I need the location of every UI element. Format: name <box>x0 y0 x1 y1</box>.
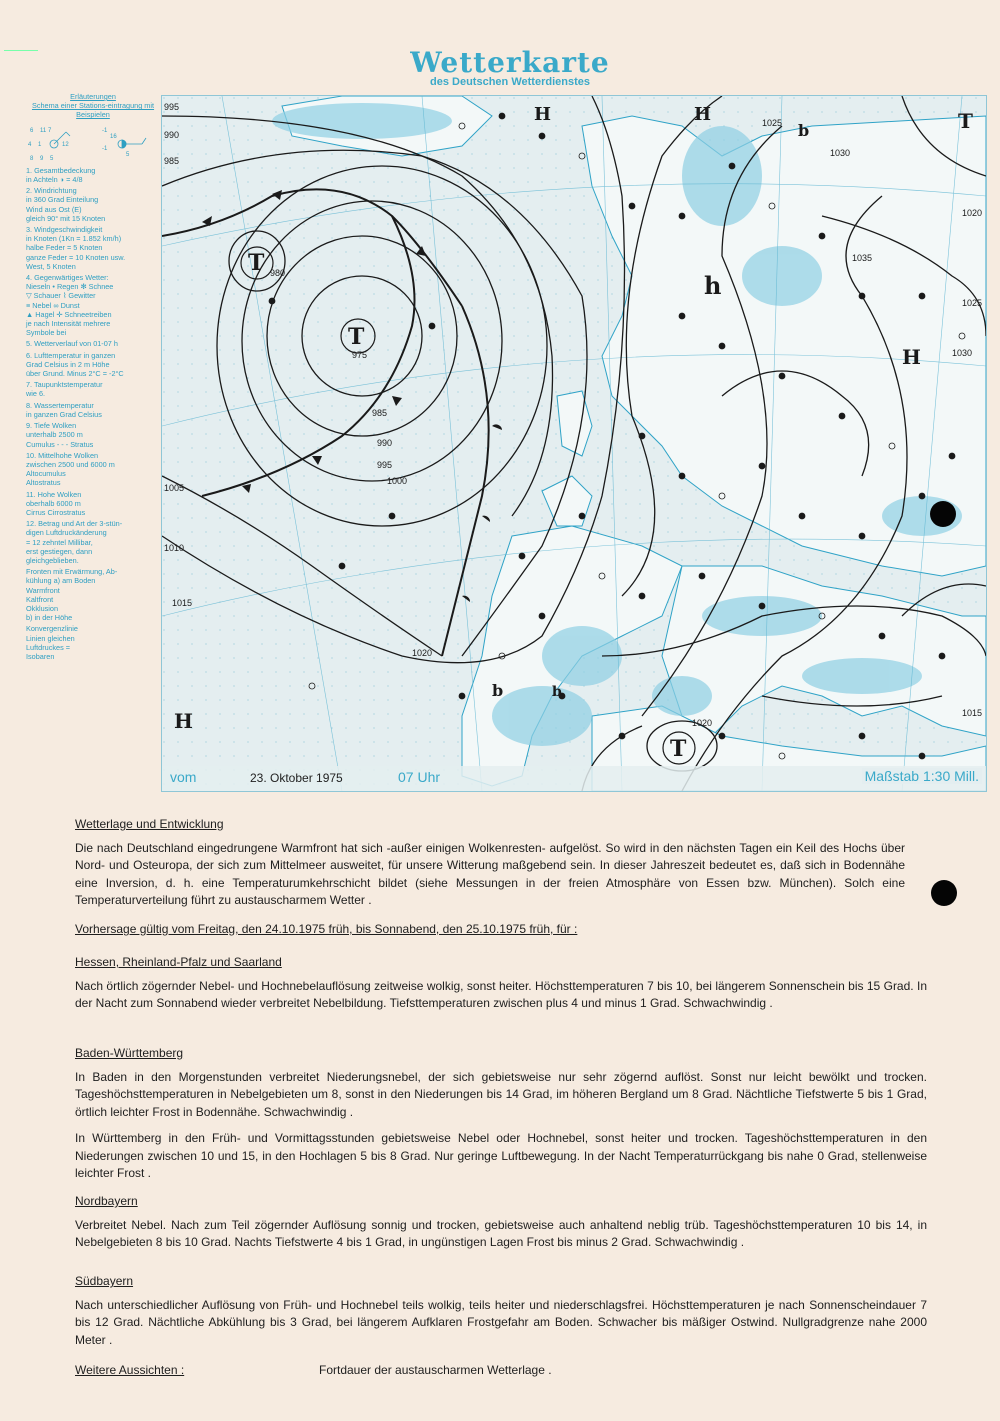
section-body: In Baden in den Morgenstunden verbreitet Niederungsnebel, der sich gebietsweise nur sehr zögernd auflöst. Sonst nur leicht bewölkt und trocken. Tageshöchsttemperaturen in Nebelgebieten um 8, sonst in den Niederungen bis 14 Grad, im höheren Bergland um 8 Grad. Nächtliche Tiefstwerte 5 bis 1 Grad, örtlich leichter Frost in Bodennähe. Schwachwindig . <box>75 1069 927 1119</box>
section-aussichten <box>75 1363 925 1377</box>
section-body: Verbreitet Nebel. Nach zum Teil zögernder Auflösung sonnig und trocken, gebietsweise auch anhaltend neblig trüb. Tageshöchsttemperaturen 10 bis 14, in Nebelgebieten 8 bis 10 Grad. Nachts Tiefstwerte 4 bis 1 Grad, in ungünstigen Lagen Frost bis minus 2 Grad. Schwachwindig . <box>75 1217 927 1249</box>
high-symbol: H <box>694 104 712 125</box>
section-vorhersage <box>75 921 927 939</box>
isobar-value: 995 <box>377 460 393 470</box>
legend-item: 11. Hohe Wolken oberhalb 6000 m Cirrus Cirrostratus <box>26 489 86 517</box>
synoptic-chart <box>162 96 986 791</box>
isobar-value: 1015 <box>172 598 193 608</box>
isobar-value: 1020 <box>412 648 433 658</box>
station-schema-icon <box>26 124 156 164</box>
legend-item: 7. Taupunktstemperatur wie 6. <box>26 380 103 399</box>
map-footer <box>162 765 986 791</box>
isobar-value: 1025 <box>762 118 783 128</box>
section-heading: Wetterlage und Entwicklung <box>75 817 224 831</box>
page-header <box>380 48 640 88</box>
page-subtitle: des Deutschen Wetterdienstes <box>430 76 590 88</box>
legend-item: 9. Tiefe Wolken unterhalb 2500 m Cumulus - - - Stratus <box>26 421 94 449</box>
legend-item: 6. Lufttemperatur in ganzen Grad Celsius in 2 m Höhe über Grund. Minus 2°C = -2°C <box>26 350 124 379</box>
svg-text:6: 6 <box>30 127 34 134</box>
page-title: Wetterkarte <box>410 46 610 79</box>
isobar-value: 1010 <box>164 543 185 553</box>
isobar-value: 990 <box>377 438 393 448</box>
section-body: Nach örtlich zögernder Nebel- und Hochnebelauflösung zeitweise wolkig, sonst heiter. Höchsttemperaturen 7 bis 10, bei längerem Sonnenschein bis 15 Grad. In der Nacht zum Sonnabend wieder verbreitet Nebelbildung. Tiefsttemperaturen zwischen plus 4 und minus 1 Grad. Schwachwindig . <box>75 978 927 1010</box>
isobar-value: 990 <box>164 130 180 140</box>
isobar-value: 995 <box>164 102 180 112</box>
legend-item: 2. Windrichtung in 360 Grad Einteilung Wind aus Ost (E) gleich 90° mit 15 Knoten <box>26 186 106 223</box>
low-symbol: T <box>248 250 265 276</box>
legend-item: 10. Mittelhohe Wolken zwischen 2500 und 6000 m Altocumulus Altostratus <box>26 450 115 488</box>
legend-item: 8. Wassertemperatur in ganzen Grad Celsius <box>26 400 102 419</box>
legend-item: 12. Betrag und Art der 3-stün- digen Luftdruckänderung = 12 zehntel Millibar, erst gestiegen, dann gleichgeblieben. <box>26 519 123 565</box>
svg-text:12: 12 <box>62 141 69 148</box>
isobar-value: 975 <box>352 350 368 360</box>
svg-text:9: 9 <box>40 155 44 162</box>
isobar-value: 1030 <box>830 148 851 158</box>
section-body: Fortdauer der austauscharmen Wetterlage . <box>319 1363 552 1377</box>
svg-text:-1: -1 <box>102 145 108 152</box>
low-symbol: T <box>958 109 973 133</box>
section-body: Die nach Deutschland eingedrungene Warmfront hat sich -außer einigen Wolkenresten- aufgelöst. So wird in den nächsten Tagen ein Keil des Hochs über Nord- und Osteuropa, der sich zum Mittelmeer ausweitet, für unsere Witterung maßgebend sein. In dieser Jahreszeit bedeutet es, daß sich in Bodennähe eine Inversion, d. h. eine Temperaturumkehrschicht bildet (siehe Messungen in der freien Atmosphäre von Essen bzw. München). Solch eine Temperaturverteilung führt zu austauscharmem Wetter . <box>75 840 905 907</box>
isobar-value: 1015 <box>962 708 983 718</box>
legend-item: Fronten mit Erwärmung, Ab- kühlung a) am Boden Warmfront Kaltfront Okklusion b) in der Höhe <box>26 567 118 623</box>
legend-item: 5. Wetterverlauf von 01-07 h <box>26 339 118 349</box>
section-hessen <box>75 954 927 1013</box>
isobar-value: 1025 <box>962 298 983 308</box>
svg-text:5: 5 <box>50 155 54 162</box>
isobar-value: 985 <box>164 156 180 166</box>
section-nordbayern <box>75 1193 927 1252</box>
section-heading: Baden-Württemberg <box>75 1046 184 1060</box>
legend-item: 3. Windgeschwindigkeit in Knoten (1Kn = 1.852 km/h) halbe Feder = 5 Knoten ganze Feder = 10 Knoten usw. West, 5 Knoten <box>26 225 126 271</box>
punch-hole <box>930 501 956 527</box>
map-date: 23. Oktober 1975 <box>250 771 343 785</box>
section-body: In Württemberg in den Früh- und Vormittagsstunden gebietsweise Nebel oder Hochnebel, sonst heiter und trocken. Tageshöchsttemperaturen in den Niederungen zwischen 10 und 15, in den Hochlagen 5 bis 8 Grad. Nur geringe Luftbewegung. In der Nacht Temperaturrückgang bis nahe 0 Grad, stellenweise leichter Frost . <box>75 1131 927 1180</box>
section-suedbayern <box>75 1273 927 1349</box>
section-heading: Südbayern <box>75 1274 134 1288</box>
isobar-value: 1020 <box>692 718 713 728</box>
high-symbol: H <box>174 709 193 733</box>
isobar-value: 1000 <box>387 476 408 486</box>
isobar-value: 985 <box>372 408 388 418</box>
section-wetterlage <box>75 816 927 910</box>
legend-items <box>26 166 160 661</box>
svg-text:8: 8 <box>30 155 34 162</box>
map-label: b <box>492 681 504 700</box>
low-symbol: T <box>348 324 365 350</box>
isobar-value: 1005 <box>164 483 185 493</box>
svg-text:4: 4 <box>28 141 32 148</box>
svg-text:5: 5 <box>126 151 130 158</box>
section-heading: Vorhersage gültig vom Freitag, den 24.10.1975 früh, bis Sonnabend, den 25.10.1975 früh, für : <box>75 922 578 936</box>
legend-subtitle: Schema einer Stations-eintragung mit Beispielen <box>31 101 155 120</box>
section-body: Nach unterschiedlicher Auflösung von Früh- und Hochnebel teils wolkig, teils heiter und niederschlagsfrei. Höchsttemperaturen je nach Sonnenscheindauer 7 bis 12 Grad. Nächtliche Abkühlung bis 3 Grad, bei längerem Aufklaren Frostgefahr am Boden. Schwacher bis mäßiger Ostwind. Nullgradgrenze nahe 2000 Meter . <box>75 1297 927 1347</box>
legend-title: Erläuterungen <box>70 92 116 101</box>
high-symbol: H <box>534 104 552 125</box>
map-time: 07 Uhr <box>398 769 441 785</box>
isobar-value: 980 <box>270 268 286 278</box>
isobar-value: 1020 <box>962 208 983 218</box>
map-scale: Maßstab 1:30 Mill. <box>862 768 982 784</box>
isobar-value: 1035 <box>852 253 873 263</box>
low-symbol: T <box>670 736 687 762</box>
section-heading: Hessen, Rheinland-Pfalz und Saarland <box>75 955 282 969</box>
legend-panel <box>26 92 160 663</box>
svg-text:7: 7 <box>48 127 52 134</box>
legend-item: Konvergenzlinie Linien gleichen Luftdruckes = Isobaren <box>26 624 78 661</box>
weather-map <box>161 95 987 792</box>
map-label: h <box>704 271 722 300</box>
map-label: b <box>552 684 562 700</box>
punch-hole <box>931 880 957 906</box>
svg-text:-1: -1 <box>102 127 108 134</box>
isobar-value: 1030 <box>952 348 973 358</box>
map-date-prefix: vom <box>170 769 197 785</box>
svg-text:16: 16 <box>110 133 117 140</box>
svg-text:11: 11 <box>40 127 47 134</box>
svg-text:1: 1 <box>38 141 42 148</box>
section-baden-wuerttemberg <box>75 1045 927 1183</box>
section-heading: Weitere Aussichten : <box>75 1363 185 1377</box>
section-heading: Nordbayern <box>75 1194 138 1208</box>
corner-mark <box>4 50 38 51</box>
high-symbol: H <box>902 345 921 369</box>
legend-item: 1. Gesamtbedeckung in Achteln ◑ = 4/8 <box>26 165 96 185</box>
legend-item: 4. Gegenwärtiges Wetter: Nieseln • Regen ✻ Schnee ▽ Schauer ⌇ Gewitter ≡ Nebel ∞ Dunst ▲ Hagel ✛ Schneetreiben je nach Intensität mehrere Symbole bei <box>26 273 114 338</box>
map-label: b <box>798 121 810 140</box>
